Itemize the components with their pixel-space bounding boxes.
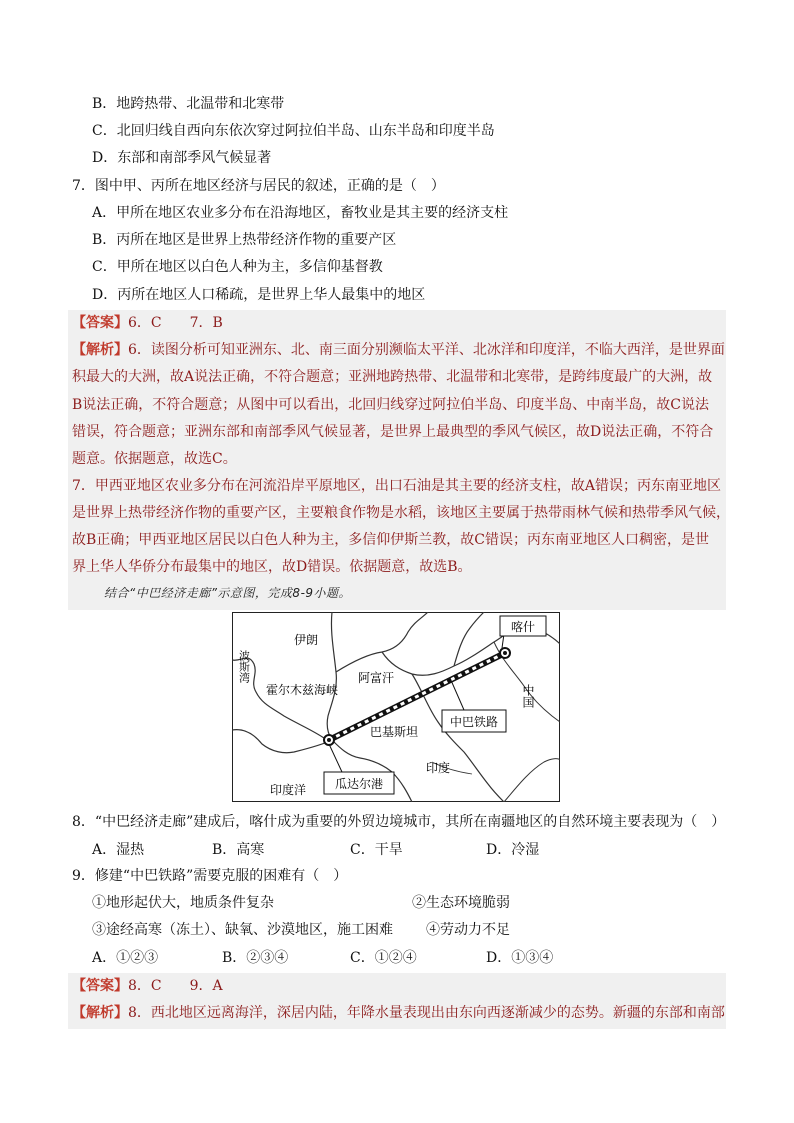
q8-option-a: A．湿热 xyxy=(92,842,145,858)
q6-option-c: C．北回归线自西向东依次穿过阿拉伯半岛、山东半岛和印度半岛 xyxy=(92,123,495,139)
analysis-line-9: 界上华人华侨分布最集中的地区，故D错误。依据题意，故选B。 xyxy=(72,559,472,575)
analysis-line-4: 错误，符合题意；亚洲东部和南部季风气候显著，是世界上最典型的季风气候区，故D说法正确，不符合 xyxy=(72,424,714,440)
answer-tag: 【答案】 xyxy=(72,978,128,994)
q9-item-3: ③途经高寒（冻土）、缺氧、沙漠地区，施工困难 xyxy=(92,922,393,938)
analysis-line-7: 是世界上热带经济作物的重要产区，主要粮食作物是水稻，该地区主要属于热带雨林气候和热带季风气候， xyxy=(72,505,730,521)
q7-option-c: C．甲所在地区以白色人种为主，多信仰基督教 xyxy=(92,259,383,275)
q7-stem: 7．图中甲、丙所在地区经济与居民的叙述，正确的是（ ） xyxy=(72,178,445,194)
analysis-line-5: 题意。依据题意，故选C。 xyxy=(72,451,237,467)
label-gulf: 波斯湾 xyxy=(237,650,251,683)
answer-text: 8．C 9．A xyxy=(128,978,223,994)
q9-option-b: B．②③④ xyxy=(222,950,289,966)
answer-tag: 【答案】 xyxy=(72,315,128,331)
q6-option-b: B．地跨热带、北温带和北寒带 xyxy=(92,96,285,112)
q7-option-a: A．甲所在地区农业多分布在沿海地区，畜牧业是其主要的经济支柱 xyxy=(92,205,509,221)
label-gwadar: 瓜达尔港 xyxy=(334,777,384,791)
analysis-line-10 xyxy=(72,1003,725,1023)
map-intro: 结合“中巴经济走廊”示意图，完成8-9小题。 xyxy=(104,586,352,600)
analysis-tag: 【解析】 xyxy=(72,1005,128,1021)
q9-stem: 9．修建“中巴铁路”需要克服的困难有（ ） xyxy=(72,868,348,884)
label-china: 中国 xyxy=(521,684,535,708)
q7-option-d: D．丙所在地区人口稀疏，是世界上华人最集中的地区 xyxy=(92,287,426,303)
q8-option-c: C．干旱 xyxy=(350,842,403,858)
analysis-line-8: 故B正确；甲西亚地区居民以白色人种为主，多信仰伊斯兰教，故C错误；丙东南亚地区人口稠密，是世 xyxy=(72,532,709,548)
analysis-line-1 xyxy=(72,340,725,360)
cpec-map xyxy=(232,612,560,802)
label-indian-ocean: 印度洋 xyxy=(270,783,307,797)
answer-text: 6．C 7．B xyxy=(128,315,223,331)
label-hormuz: 霍尔木兹海峡 xyxy=(266,683,339,697)
analysis-text: 8．西北地区远离海洋，深居内陆，年降水量表现出由东向西逐渐减少的态势。新疆的东部和南部 xyxy=(128,1005,725,1021)
q9-item-4: ④劳动力不足 xyxy=(426,922,510,938)
q9-items-row-1 xyxy=(0,893,794,913)
label-pakistan: 巴基斯坦 xyxy=(370,725,419,739)
q8-option-b: B．高寒 xyxy=(212,842,265,858)
q7-option-b: B．丙所在地区是世界上热带经济作物的重要产区 xyxy=(92,232,397,248)
analysis-line-2: 积最大的大洲，故A说法正确，不符合题意；亚洲地跨热带、北温带和北寒带，是跨纬度最广的大洲，故 xyxy=(72,369,713,385)
q9-item-1: ①地形起伏大，地质条件复杂 xyxy=(92,895,274,911)
q9-item-2: ②生态环境脆弱 xyxy=(412,895,510,911)
label-railway: 中巴铁路 xyxy=(449,715,499,729)
q8-option-d: D．冷湿 xyxy=(486,842,540,858)
answer-2 xyxy=(72,976,223,996)
q9-option-d: D．①③④ xyxy=(486,950,554,966)
q8-stem: 8．“中巴经济走廊”建成后，喀什成为重要的外贸边境城市，其所在南疆地区的自然环境主要表现为（ ） xyxy=(72,814,726,830)
label-iran: 伊朗 xyxy=(294,633,319,647)
analysis-tag: 【解析】 xyxy=(72,342,128,358)
answer-1 xyxy=(72,313,223,333)
analysis-line-6: 7．甲西亚地区农业多分布在河流沿岸平原地区，出口石油是其主要的经济支柱，故A错误；丙东南亚地区 xyxy=(72,478,722,494)
label-india: 印度 xyxy=(426,761,451,775)
q6-option-d: D．东部和南部季风气候显著 xyxy=(92,150,272,166)
label-afghanistan: 阿富汗 xyxy=(358,671,395,685)
label-kashgar: 喀什 xyxy=(510,620,536,634)
q8-options xyxy=(0,840,794,860)
q9-option-a: A．①②③ xyxy=(92,950,159,966)
analysis-text: 6．读图分析可知亚洲东、北、南三面分别濒临太平洋、北冰洋和印度洋，不临大西洋，是世界面 xyxy=(128,342,725,358)
q9-options xyxy=(0,948,794,968)
q9-items-row-2 xyxy=(0,920,794,940)
analysis-line-3: B说法正确，不符合题意；从图中可以看出，北回归线穿过阿拉伯半岛、印度半岛、中南半岛，故C说法 xyxy=(72,397,709,413)
q9-option-c: C．①②④ xyxy=(350,950,417,966)
